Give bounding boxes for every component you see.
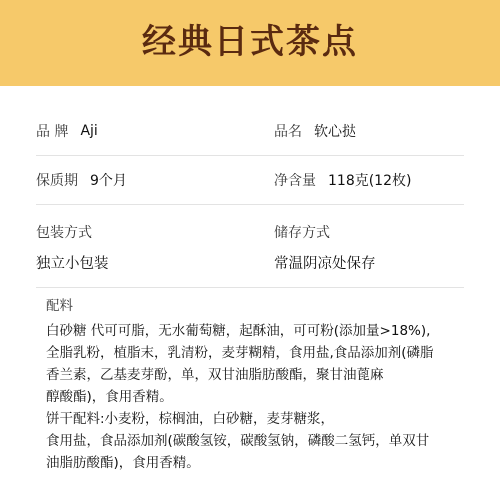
package-cell bbox=[36, 206, 256, 288]
ingredients-title: 配料 bbox=[46, 298, 73, 314]
shelf-life-value: 9个月 bbox=[90, 173, 127, 189]
title-banner bbox=[0, 0, 500, 86]
ingredients-line: 全脂乳粉，植脂末，乳清粉，麦芽糊精，食用盐,食品添加剂(磷脂 bbox=[46, 345, 434, 361]
ingredients-line: 白砂糖 代可可脂，无水葡萄糖，起酥油，可可粉(添加量>18%), bbox=[46, 323, 431, 339]
product-name-label: 品名 bbox=[274, 124, 302, 140]
ingredients-line: 饼干配料:小麦粉，棕榈油，白砂糖，麦芽糖浆， bbox=[46, 411, 335, 427]
net-weight-label: 净含量 bbox=[274, 173, 316, 189]
brand-cell bbox=[36, 106, 256, 156]
product-name-cell bbox=[274, 106, 464, 156]
ingredients-line: 香兰素，乙基麦芽酚，单，双甘油脂肪酸酯，聚甘油蓖麻 bbox=[46, 367, 384, 383]
shelf-life-cell bbox=[36, 155, 256, 205]
ingredients-line: 食用盐，食品添加剂(碳酸氢铵，碳酸氢钠，磷酸二氢钙，单双甘 bbox=[46, 433, 430, 449]
net-weight-value: 118克(12枚) bbox=[328, 173, 412, 189]
package-value: 独立小包装 bbox=[36, 255, 109, 272]
net-weight-cell bbox=[274, 155, 464, 205]
ingredients-line: 醇酸酯)，食用香精。 bbox=[46, 389, 173, 405]
brand-label: 品 牌 bbox=[36, 124, 69, 140]
storage-value: 常温阴凉处保存 bbox=[274, 255, 376, 272]
info-row-shelf-weight bbox=[36, 155, 464, 205]
storage-label: 储存方式 bbox=[274, 224, 330, 241]
brand-value: Aji bbox=[80, 123, 98, 139]
shelf-life-label: 保质期 bbox=[36, 173, 78, 189]
ingredients-section bbox=[46, 294, 476, 474]
storage-cell bbox=[274, 206, 464, 288]
info-row-package-storage bbox=[36, 206, 464, 288]
product-name-value: 软心挞 bbox=[314, 124, 356, 140]
info-row-brand-name bbox=[36, 106, 464, 156]
page-title: 经典日式茶点 bbox=[142, 22, 358, 62]
ingredients-line: 油脂肪酸酯)，食用香精。 bbox=[46, 455, 200, 471]
package-label: 包装方式 bbox=[36, 224, 92, 241]
